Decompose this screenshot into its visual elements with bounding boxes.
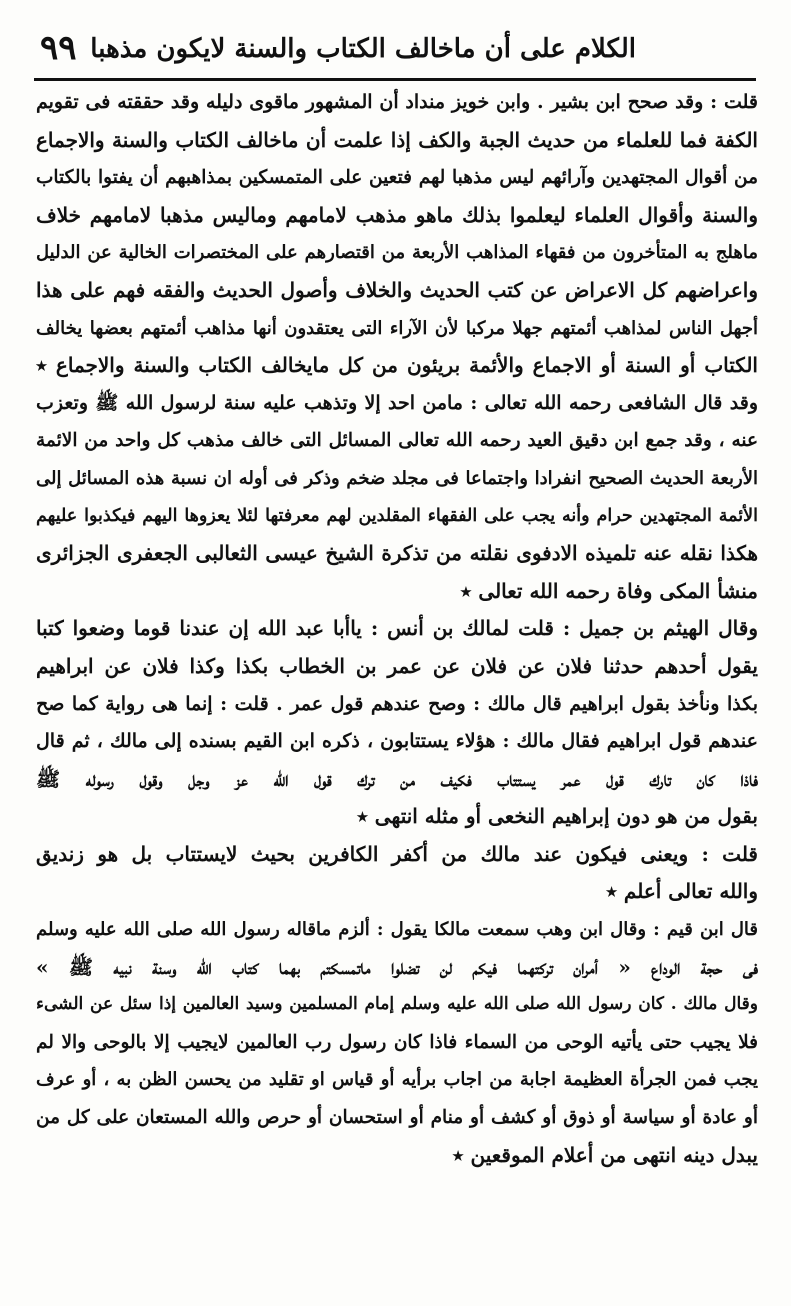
text-line: الأئمة المجتهدين حرام وأنه يجب على الفقهاء المقلدين لهم معرفتها لئلا يعزوها اليهم فيكذبوا عليهم — [36, 505, 758, 526]
text-line: وقال الهيثم بن جميل : قلت لمالك بن أنس : ياأبا عبد الله إن عندنا قوما وضعوا كتبا — [36, 616, 758, 641]
text-line: يقول أحدهم حدثنا فلان عن فلان عن عمر بن الخطاب بكذا وكذا فلان عن ابراهيم — [36, 653, 758, 678]
text-line: ماهلج به المتأخرون من فقهاء المذاهب الأربعة من اقتصارهم على المختصرات الخالية عن الدليل — [36, 242, 758, 264]
text-line: منشأ المكى وفاة رحمه الله تعالى ٭ — [460, 578, 758, 603]
text-line: بكذا ونأخذ بقول ابراهيم قال مالك : وصح عندهم قول عمر . قلت : إنما هى رواية كما صح — [36, 692, 758, 715]
text-line: قلت : ويعنى فيكون عند مالك من أكفر الكافرين بحيث لايستتاب بل هو زنديق — [36, 841, 758, 866]
text-line: عندهم قول ابراهيم فقال مالك : هؤلاء يستتابون ، ذكره ابن القيم بسنده إلى مالك ، ثم قال — [36, 730, 758, 753]
page-header — [34, 28, 756, 76]
text-line: فى حجة الوداع « أمران تركتهما فيكم لن تضلوا ماتمسكتم بهما كتاب الله وسنة نبيه ﷺ » — [36, 954, 758, 979]
text-line: أو عادة أو سياسة أو ذوق أو كشف أو منام أو استحسان أو حرص والله المستعان على كل من — [36, 1107, 758, 1129]
text-line: الكتاب أو السنة أو الاجماع والأئمة بريئون من كل مايخالف الكتاب والسنة والاجماع ٭ — [36, 353, 758, 378]
text-line: أجهل الناس لمذاهب أئمتهم جهلا مركبا لأن الآراء التى يعتقدون أنها مذاهب أئمتهم بعضها يخالف — [36, 317, 758, 339]
text-line: يبدل دينه انتهى من أعلام الموقعين ٭ — [452, 1142, 758, 1167]
page-number: ٩٩ — [40, 28, 77, 68]
text-line: يجب فمن الجرأة العظيمة اجابة من اجاب برأيه أو قياس او تقليد من يحسن الظن به ، أو عرف — [36, 1069, 758, 1091]
text-line: بقول من هو دون إبراهيم النخعى أو مثله انتهى ٭ — [356, 804, 758, 829]
text-line: والسنة وأقوال العلماء ليعلموا بذلك ماهو مذهب لامامهم وماليس مذهبا لامامهم خلاف — [36, 202, 758, 227]
header-rule — [34, 78, 756, 81]
text-line: فلا يجيب حتى يأتيه الوحى من السماء فاذا كان رسول رب العالمين لايجيب إلا بالوحى والا لم — [36, 1031, 758, 1053]
page-body — [36, 84, 758, 1174]
text-line: قلت : وقد صحح ابن بشير . وابن خويز منداد أن المشهور ماقوى دليله وقد حققته فى تقويم — [36, 91, 758, 113]
text-line: واعراضهم كل الاعراض عن كتب الحديث والخلاف وأصول الحديث والفقه فهم على هذا — [36, 277, 758, 302]
running-title: الكلام على أن ماخالف الكتاب والسنة لايكون مذهبا — [90, 34, 636, 64]
text-line: من أقوال المجتهدين وآرائهم ليس مذهبا لهم فتعين على المتمسكين بمذاهبهم أن يفتوا بالكتاب — [36, 167, 758, 189]
text-line: قال ابن قيم : وقال ابن وهب سمعت مالكا يقول : ألزم ماقاله رسول الله صلى الله عليه وسلم — [36, 919, 758, 941]
text-line: الأربعة الحديث الصحيح انفرادا واجتماعا فى مجلد ضخم وذكر فى أوله ان نسبة هذه المسائل إلى — [36, 467, 758, 489]
text-line: والله تعالى أعلم ٭ — [606, 879, 758, 904]
text-line: وقد قال الشافعى رحمه الله تعالى : مامن احد إلا وتذهب عليه سنة لرسول الله ﷺ وتعزب — [36, 391, 758, 414]
text-line: وقال مالك . كان رسول الله صلى الله عليه وسلم إمام المسلمين وسيد العالمين إذا سئل عن الشىء — [36, 994, 758, 1015]
text-line: الكفة فما للعلماء من حديث الجبة والكف إذا علمت أن ماخالف الكتاب والسنة والاجماع — [36, 127, 758, 152]
text-line: هكذا نقله عنه تلميذه الادفوى نقلته من تذكرة الشيخ عيسى الثعالبى الجعفرى الجزائرى — [36, 541, 758, 566]
text-line: فاذا كان تارك قول عمر يستتاب فكيف من ترك قول الله عز وجل وقول رسوله ﷺ — [36, 766, 758, 791]
text-line: عنه ، وقد جمع ابن دقيق العيد رحمه الله تعالى المسائل التى خالف مذهب كل واحد من الائمة — [36, 430, 758, 452]
